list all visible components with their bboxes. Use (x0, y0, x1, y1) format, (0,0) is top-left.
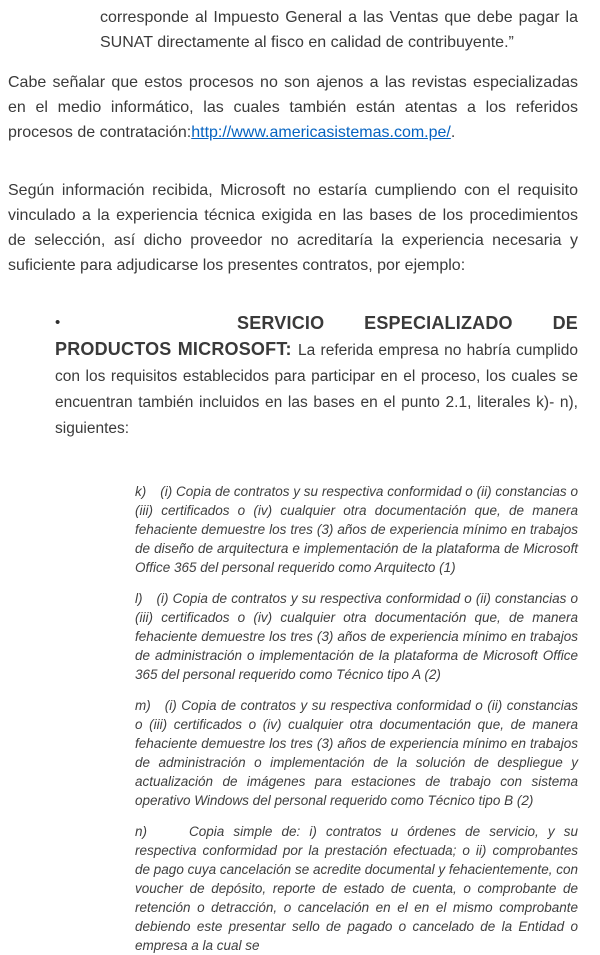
legal-item-n-text: Copia simple de: i) contratos u órdenes de servicio, y su respectiva conformidad por la prestación efectuada; o ii) comprobantes de pago cuya cancelación se acredite documental y fehacientemente, con voucher de depósito, reporte de estado de cuenta, o comprobante de retención o detracción, o cancelación en el en el mismo comprobante debiendo este presentar sello de pagado o cancelado de la Entidad o empresa a la cual se (135, 824, 578, 953)
paragraph-revistas-period: . (450, 124, 456, 141)
bullet-heading-line (55, 310, 578, 336)
legal-item-l-label: l) (135, 591, 143, 606)
service-heading-line1: SERVICIO ESPECIALIZADO DE (237, 313, 578, 333)
legal-item-k-text: (i) Copia de contratos y su respectiva conformidad o (ii) constancias o (iii) certificados o (iv) cualquier otra documentación que, de manera fehaciente demuestre los tres (3) años de experiencia mínimo en trabajos de diseño de arquitectura e implementación de la plataforma de Microsoft Office 365 del personal requerido como Arquitecto (1) (135, 484, 578, 575)
paragraph-segun: Según información recibida, Microsoft no estaría cumpliendo con el requisito vinculado a la experiencia técnica exigida en las bases de los procedimientos de selección, así dicho proveedor no acreditaría la experiencia necesaria y suficiente para adjudicarse los presentes contratos, por ejemplo: (8, 182, 578, 274)
legal-item-n-label: n) (135, 824, 148, 839)
legal-item-m-text: (i) Copia de contratos y su respectiva conformidad o (ii) constancias o (iii) certificados o (iv) cualquier otra documentación que, de manera fehaciente demuestre los tres (3) años de experiencia mínimo en trabajos de administración o implementación de la solución de despliegue y actualización de imágenes para estaciones de trabajo con sistema operativo Windows del personal requerido como Técnico tipo B (2) (135, 698, 578, 808)
paragraph-revistas (8, 70, 578, 145)
legal-item-k-label: k) (135, 484, 147, 499)
bullet-body-text: La referida empresa no habría cumplido con los requisitos establecidos para participar en el proceso, los cuales se encuentran también incluidos en las bases en el punto 2.1, literales k)- n), siguientes: (55, 342, 578, 437)
service-heading-line2: PRODUCTOS MICROSOFT: (55, 339, 298, 359)
legal-item-n (135, 822, 578, 955)
legal-requirements-list (135, 482, 578, 955)
legal-item-m-label: m) (135, 698, 151, 713)
bullet-item (55, 310, 578, 442)
website-link[interactable]: http://www.americasistemas.com.pe/ (191, 124, 451, 141)
legal-item-m (135, 696, 578, 810)
paragraph-revistas-text: Cabe señalar que estos procesos no son ajenos a las revistas especializadas en el medio informático, las cuales también están atentas a los referidos procesos de contratación: (8, 74, 578, 141)
legal-item-l (135, 589, 578, 684)
legal-item-k (135, 482, 578, 577)
bullet-icon: • (55, 314, 61, 331)
legal-item-l-text: (i) Copia de contratos y su respectiva conformidad o (ii) constancias o (iii) certificados o (iv) cualquier otra documentación que, de manera fehaciente demuestre los tres (3) años de experiencia mínimo en trabajos de administración o implementación de la plataforma de Microsoft Office 365 del personal requerido como Técnico tipo A (2) (135, 591, 578, 682)
bullet-body (55, 336, 578, 442)
quote-paragraph: corresponde al Impuesto General a las Ventas que debe pagar la SUNAT directamente al fisco en calidad de contribuyente.” (100, 9, 578, 51)
